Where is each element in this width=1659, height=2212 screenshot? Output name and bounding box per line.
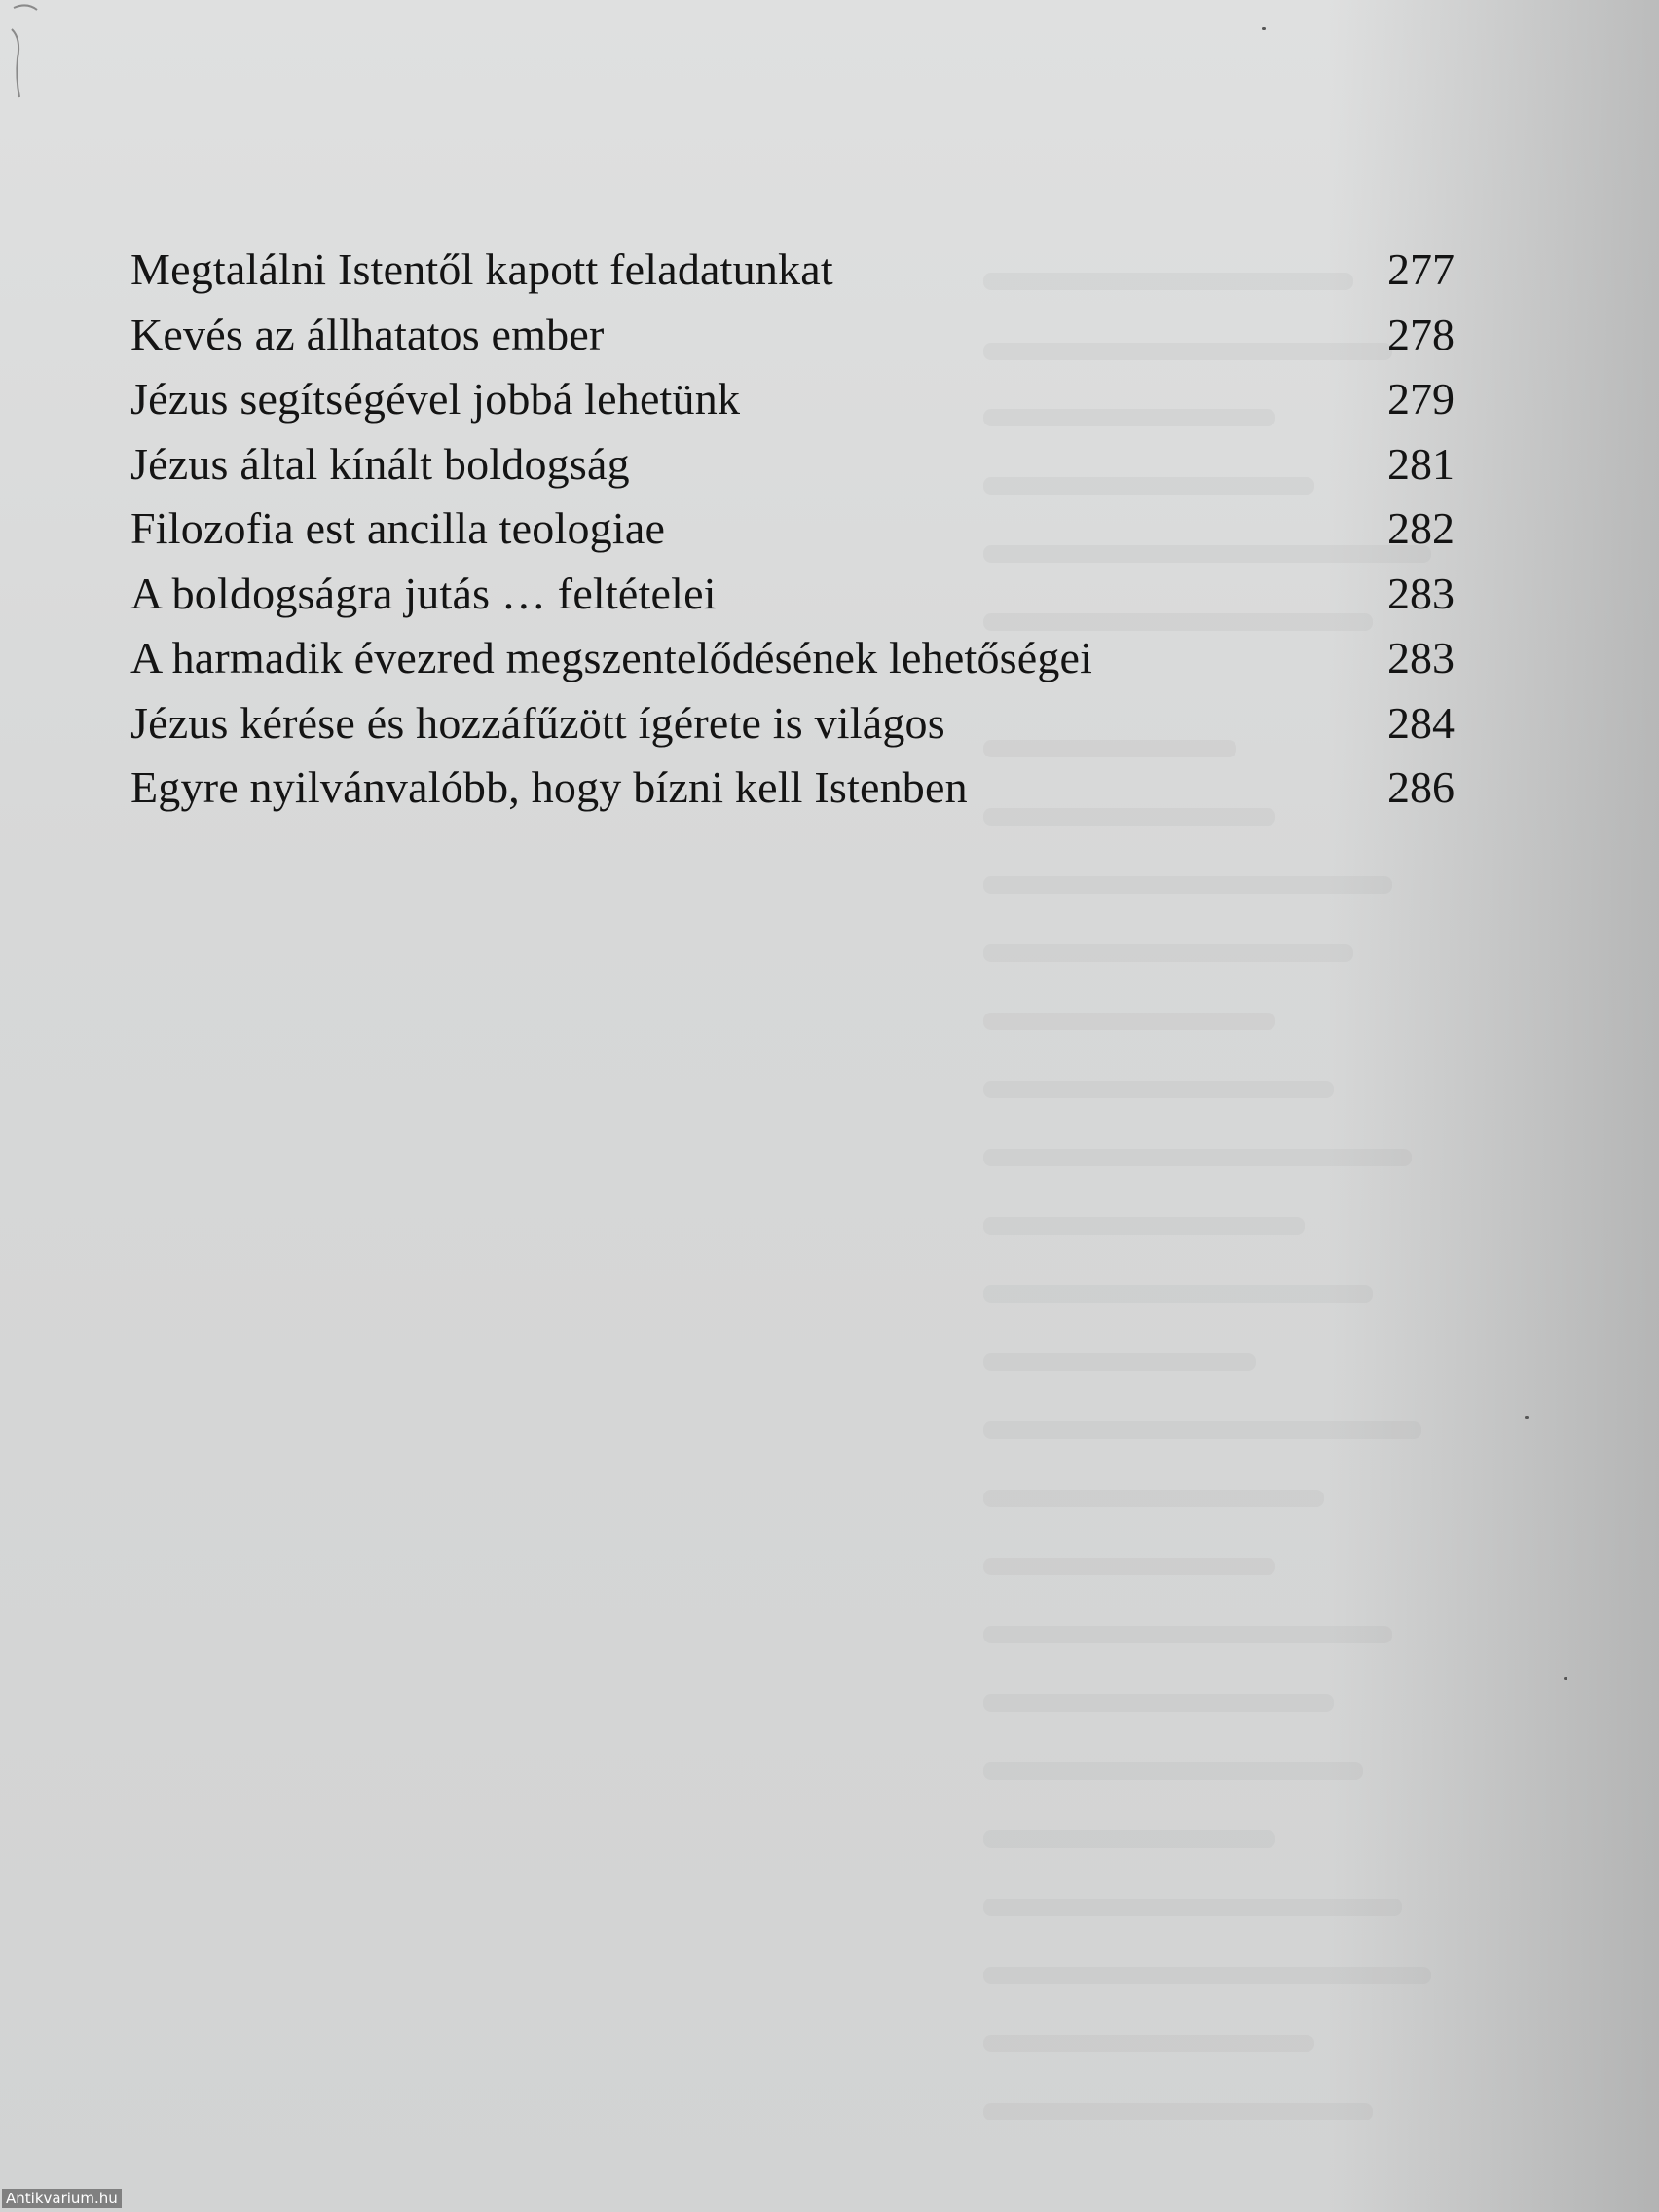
toc-entry-page: 283 bbox=[1387, 568, 1455, 618]
toc-entry-page: 277 bbox=[1387, 244, 1455, 294]
toc-entry-title: A harmadik évezred megszentelődésének lehetőségei bbox=[130, 633, 1093, 682]
toc-entry-title: Jézus segítségével jobbá lehetünk bbox=[130, 374, 741, 424]
paper-speck bbox=[1525, 1416, 1529, 1419]
paper-speck bbox=[1564, 1677, 1567, 1680]
toc-entry bbox=[130, 502, 1455, 568]
toc-entry bbox=[130, 438, 1455, 503]
toc-entry-title: Jézus kérése és hozzáfűzött ígérete is világos bbox=[130, 697, 945, 748]
toc-entry-title: Jézus által kínált boldogság bbox=[130, 438, 630, 489]
toc-entry-page: 278 bbox=[1387, 309, 1455, 359]
watermark: Antikvarium.hu bbox=[2, 2189, 122, 2208]
toc-entry-title: Megtalálni Istentől kapott feladatunkat bbox=[130, 244, 833, 294]
toc-entry-page: 282 bbox=[1387, 503, 1455, 553]
toc-entry-title: A boldogságra jutás … feltételei bbox=[130, 568, 717, 618]
toc-entry bbox=[130, 309, 1455, 374]
toc-entry-title: Kevés az állhatatos ember bbox=[130, 309, 605, 359]
table-of-contents bbox=[130, 243, 1455, 827]
toc-entry bbox=[130, 568, 1455, 633]
paper-speck bbox=[1262, 27, 1266, 30]
toc-entry-page: 286 bbox=[1387, 762, 1455, 812]
toc-entry bbox=[130, 697, 1455, 762]
toc-entry-page: 279 bbox=[1387, 374, 1455, 424]
toc-entry-page: 284 bbox=[1387, 697, 1455, 748]
toc-entry bbox=[130, 243, 1455, 309]
pencil-mark-icon bbox=[8, 0, 66, 107]
toc-entry bbox=[130, 373, 1455, 438]
toc-entry-page: 283 bbox=[1387, 633, 1455, 682]
toc-entry-title: Egyre nyilvánvalóbb, hogy bízni kell Istenben bbox=[130, 762, 968, 812]
toc-entry-title: Filozofia est ancilla teologiae bbox=[130, 503, 666, 553]
toc-entry-page: 281 bbox=[1387, 438, 1455, 489]
toc-entry bbox=[130, 632, 1455, 697]
toc-entry bbox=[130, 761, 1455, 827]
